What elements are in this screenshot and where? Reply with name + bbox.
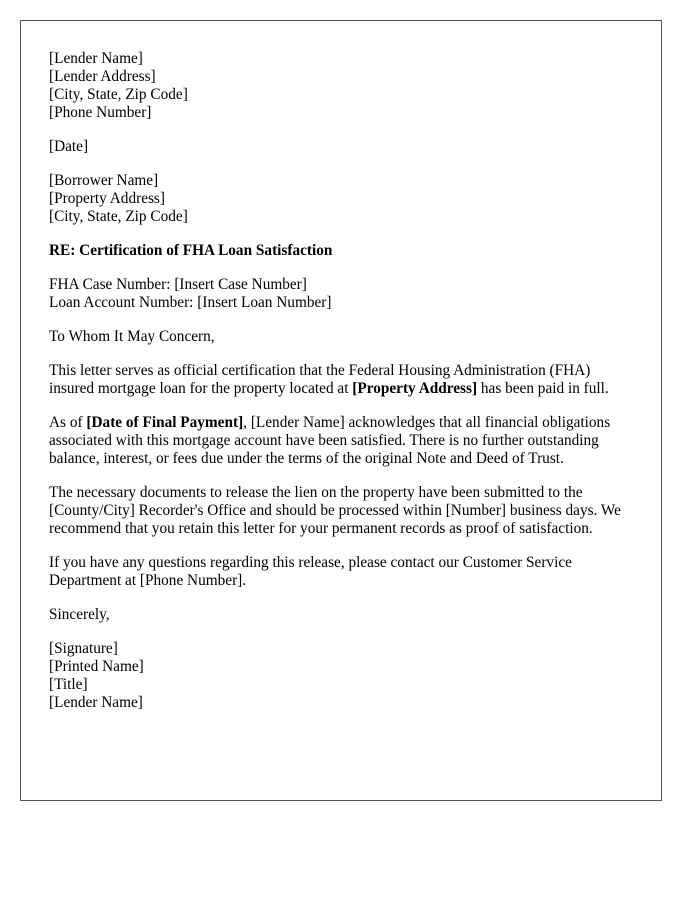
signer-title: [Title] (49, 676, 88, 693)
signature-placeholder: [Signature] (49, 640, 118, 657)
property-address-emphasis: [Property Address] (352, 380, 478, 397)
sender-block (49, 50, 633, 122)
paragraph-final-payment-start: As of (49, 414, 87, 431)
printed-name: [Printed Name] (49, 658, 144, 675)
sender-name: [Lender Name] (49, 50, 143, 67)
signer-lender-name: [Lender Name] (49, 694, 143, 711)
paragraph-lien-release: The necessary documents to release the lien on the property have been submitted to the [County/City] Recorder's Office and should be processed within [Number] business days. We recommend that you retain this letter for your permanent records as proof of satisfaction. (49, 484, 621, 537)
salutation: To Whom It May Concern, (49, 328, 215, 345)
sender-address: [Lender Address] (49, 68, 156, 85)
paragraph-contact: If you have any questions regarding this release, please contact our Customer Service Department at [Phone Number]. (49, 554, 572, 589)
recipient-block (49, 172, 633, 226)
recipient-property-address: [Property Address] (49, 190, 165, 207)
sender-city-state-zip: [City, State, Zip Code] (49, 86, 188, 103)
letter-page (20, 20, 662, 801)
paragraph-final-payment (49, 414, 633, 468)
paragraph-certification-text: This letter serves as official certification that the Federal Housing Administration (FHA) insured mortgage loan for the property located at (49, 362, 591, 397)
signature-block (49, 640, 633, 712)
reference-block (49, 276, 633, 312)
subject-line: RE: Certification of FHA Loan Satisfaction (49, 242, 333, 259)
final-payment-date-emphasis: [Date of Final Payment] (86, 414, 244, 431)
closing: Sincerely, (49, 606, 110, 623)
paragraph-certification (49, 362, 633, 398)
fha-case-number: FHA Case Number: [Insert Case Number] (49, 276, 307, 293)
recipient-name: [Borrower Name] (49, 172, 159, 189)
recipient-city-state-zip: [City, State, Zip Code] (49, 208, 188, 225)
date-line: [Date] (49, 138, 89, 155)
paragraph-certification-end: has been paid in full. (477, 380, 609, 397)
sender-phone: [Phone Number] (49, 104, 152, 121)
paragraph-final-payment-text: , [Lender Name] acknowledges that all financial obligations associated with this mortgage account have been satisfied. There is no further outstanding balance, interest, or fees due under the terms of the original Note and Deed of Trust. (49, 414, 611, 467)
loan-account-number: Loan Account Number: [Insert Loan Number] (49, 294, 332, 311)
